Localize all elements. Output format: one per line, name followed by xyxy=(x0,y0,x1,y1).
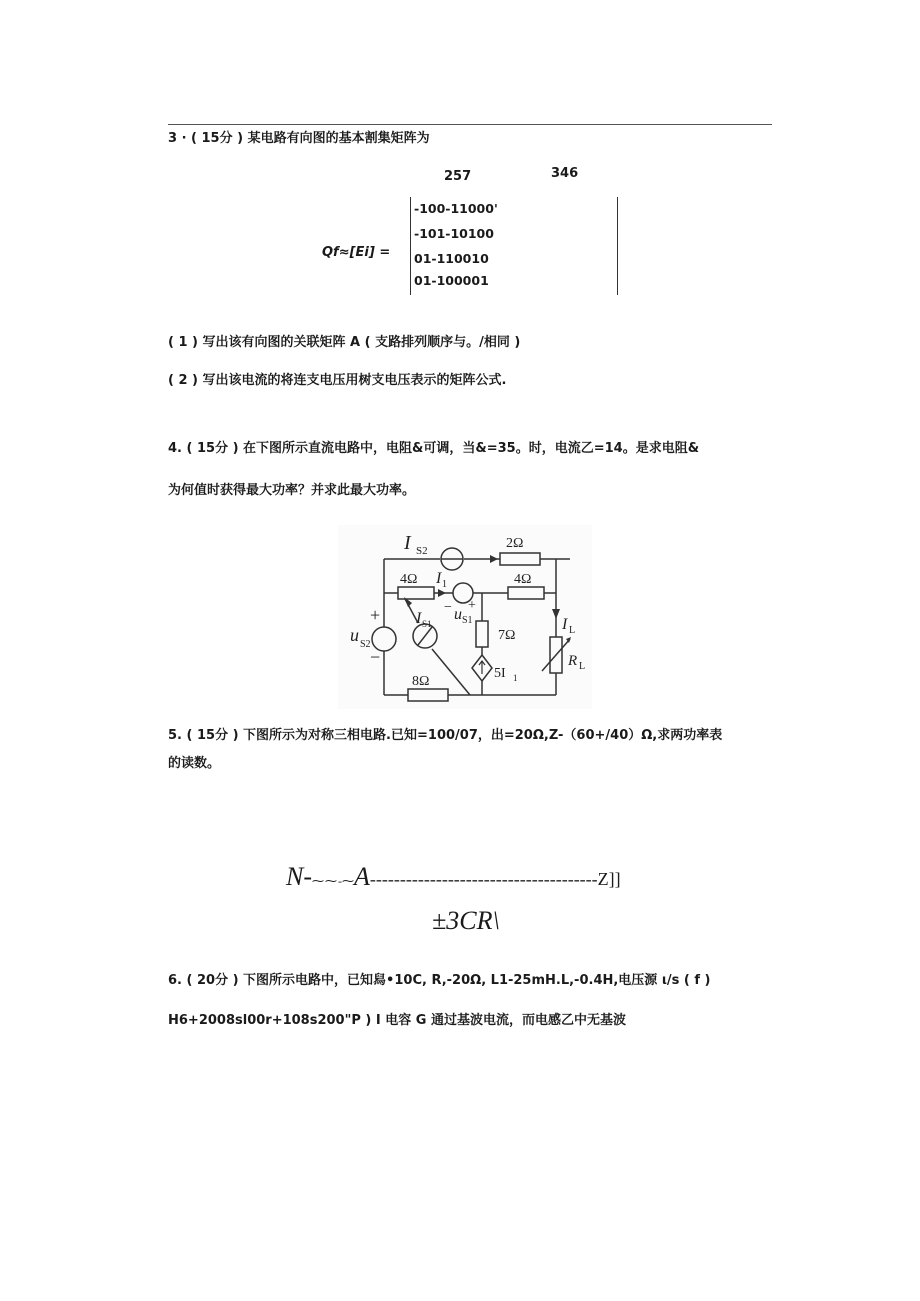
matrix-left-bar xyxy=(410,197,411,295)
matrix-col-head-2: 346 xyxy=(551,166,579,181)
label-dep-source-sub: 1 xyxy=(513,673,518,683)
label-is2-sub: S2 xyxy=(416,545,428,557)
q4-line2: 为何值时获得最大功率？并求此最大功率。 xyxy=(168,483,416,498)
label-is2: I xyxy=(404,532,411,554)
label-us1: u xyxy=(454,606,462,623)
header-rule xyxy=(168,124,772,125)
garble-part-a: N- xyxy=(286,862,312,891)
matrix-row: -101-10100 xyxy=(414,226,494,241)
garble-squiggle-1: ⁓⁓ xyxy=(312,874,338,888)
matrix-row: 01-100001 xyxy=(414,273,489,288)
label-i1-sub: 1 xyxy=(442,579,447,590)
label-rl: R xyxy=(568,653,578,669)
matrix-right-bar xyxy=(617,197,618,295)
q5-garbled-line2: ±3CR\ xyxy=(432,906,500,935)
q6-line1: 6. ( 20分 ) 下图所示电路中，已知舄•10C, R,-20Ω, L1-25mH.L,-0.4H,电压源 ι/s ( f ) xyxy=(168,973,711,988)
q4-line1: 4. ( 15分 ) 在下图所示直流电路中，电阻&可调，当&=35。时，电流乙=14。是求电阻& xyxy=(168,441,700,456)
garble-part-c: A xyxy=(354,862,370,891)
matrix-row: 01-110010 xyxy=(414,251,489,266)
q3-sub2: ( 2 ) 写出该电流的将连支电压用树支电压表示的矩阵公式. xyxy=(168,373,507,388)
label-r-7ohm: 7Ω xyxy=(498,628,516,643)
label-dep-source: 5I xyxy=(494,666,506,681)
matrix-row: -100-11000' xyxy=(414,201,498,216)
garble-part-b: - xyxy=(338,874,342,888)
garble-squiggle-2: ⁓ xyxy=(342,874,354,888)
garble-part-d: --------------------------------------Z]] xyxy=(369,869,621,889)
label-i1: I xyxy=(436,570,442,587)
label-is1-sub: S1 xyxy=(422,619,432,629)
label-r-2ohm: 2Ω xyxy=(506,536,524,551)
q5-line2: 的读数。 xyxy=(168,756,221,771)
label-us2: u xyxy=(350,625,359,645)
plus-us2: + xyxy=(370,605,381,625)
matrix-label: Qf≈[Ei] = xyxy=(322,245,391,260)
q6-line2: H6+2008sl00r+108s200"P ) I 电容 G 通过基波电流，而电感乙中无基波 xyxy=(168,1013,626,1028)
q3-sub1: ( 1 ) 写出该有向图的关联矩阵 A ( 支路排列顺序与。/相同 ) xyxy=(168,335,521,350)
matrix-col-head-1: 257 xyxy=(444,169,472,184)
plus-us1: + xyxy=(468,598,476,613)
label-r-8ohm: 8Ω xyxy=(412,674,430,689)
label-us2-sub: S2 xyxy=(360,639,371,650)
label-is1: I xyxy=(416,610,422,627)
label-rl-sub: L xyxy=(579,661,586,672)
q3-header: 3 · ( 15分 ) 某电路有向图的基本割集矩阵为 xyxy=(168,131,430,146)
label-us1-sub: S1 xyxy=(462,615,473,626)
label-il: I xyxy=(562,616,568,633)
label-r-4ohm-left: 4Ω xyxy=(400,572,418,587)
label-il-sub: L xyxy=(569,625,576,636)
dc-circuit-diagram xyxy=(338,525,592,709)
q5-garbled-line1 xyxy=(286,862,621,892)
label-r-4ohm-right: 4Ω xyxy=(514,572,532,587)
minus-us2: − xyxy=(370,647,381,667)
q5-line1: 5. ( 15分 ) 下图所示为对称三相电路.已知=100/07，出=20Ω,Z-（60+/40）Ω,求两功率表 xyxy=(168,728,723,743)
minus-us1: − xyxy=(444,600,452,615)
